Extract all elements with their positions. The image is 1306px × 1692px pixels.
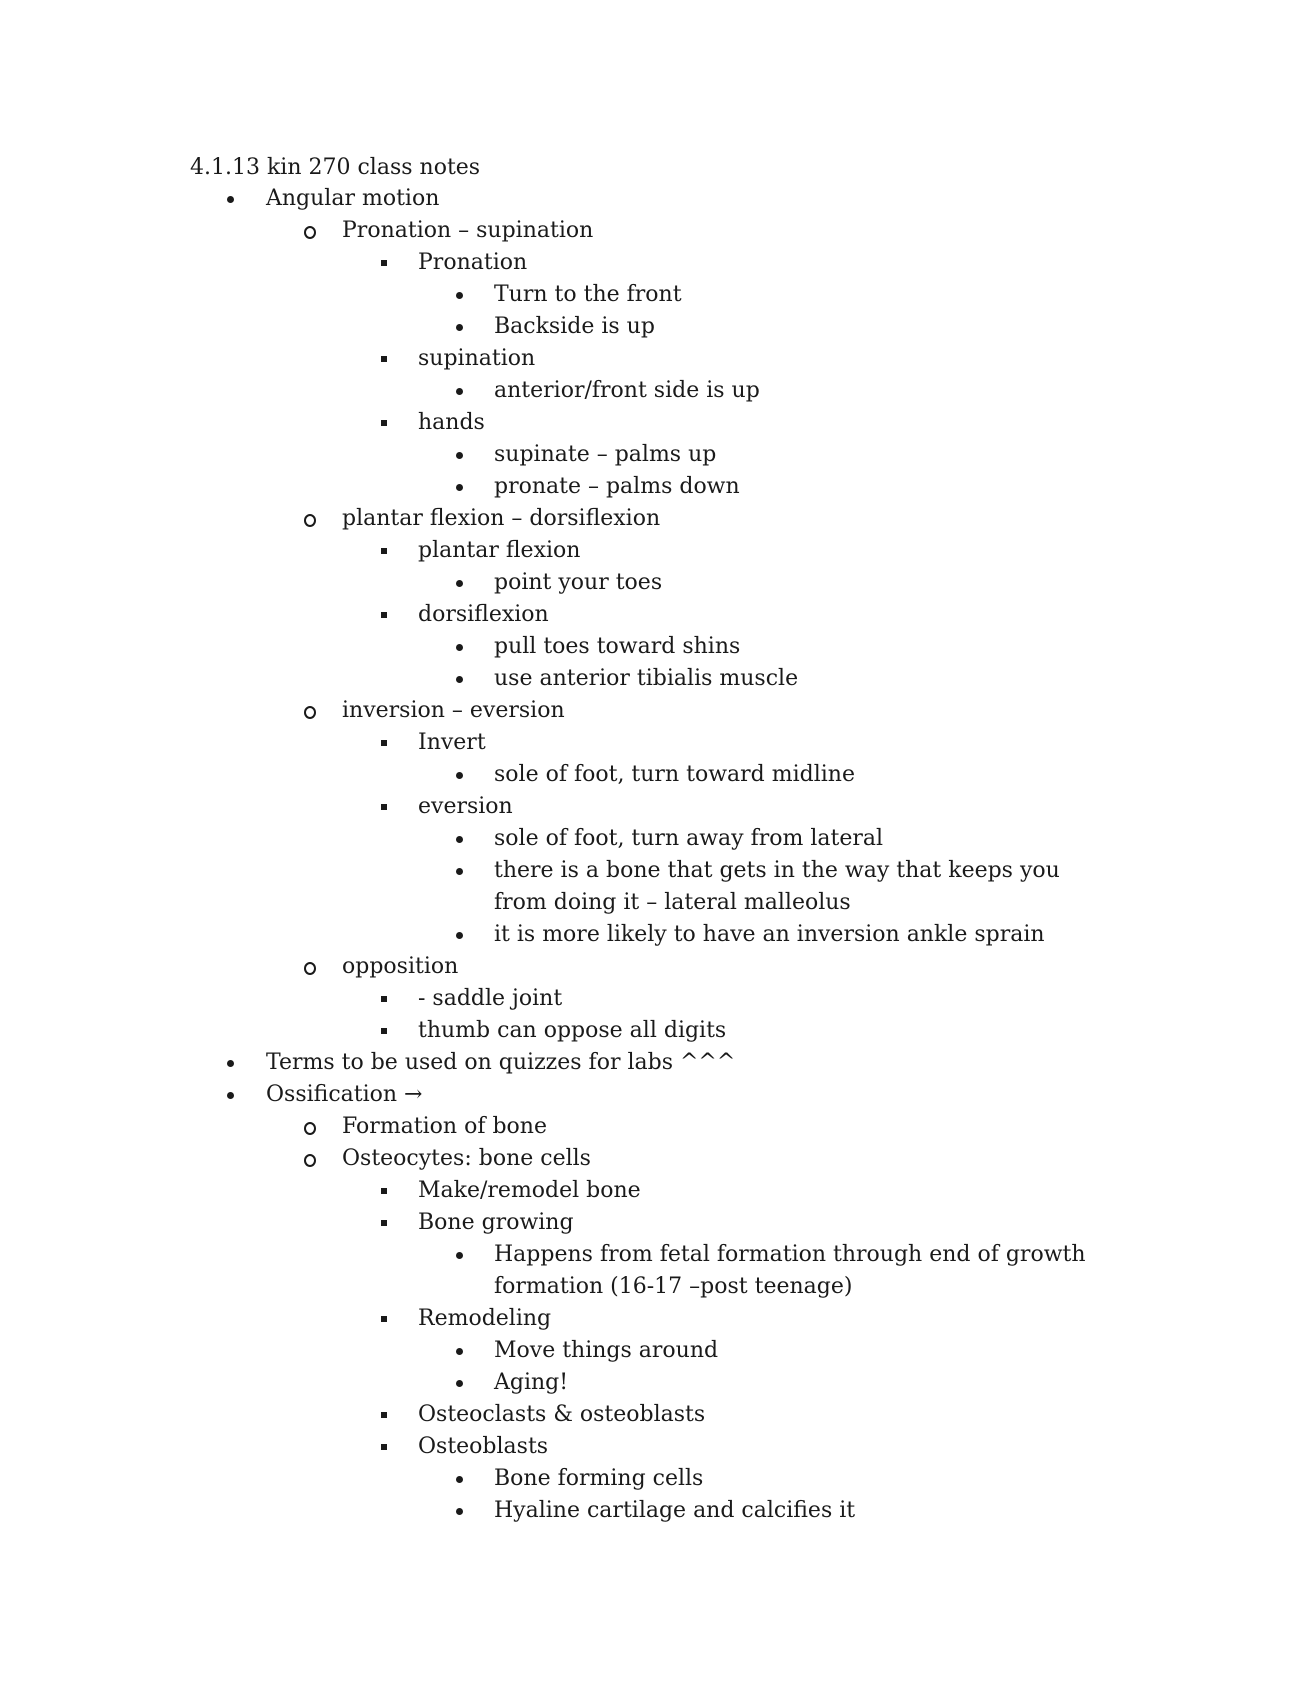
outline-item-level-4	[0, 759, 1306, 791]
outline-item-level-3	[0, 535, 1306, 567]
outline-item-level-2	[0, 1143, 1306, 1175]
outline-item-text: Bone forming cells	[494, 1466, 704, 1491]
outline-item-text: use anterior tibialis muscle	[494, 666, 799, 691]
outline-item-level-4	[0, 855, 1306, 919]
outline-item-text: point your toes	[494, 570, 663, 595]
outline-item-text: Happens from fetal formation through end of growth formation (16-17 –post teenage)	[494, 1242, 1086, 1299]
outline-item-level-3	[0, 727, 1306, 759]
outline-item-text: Invert	[418, 730, 486, 755]
notes-outline	[0, 183, 1306, 1527]
outline-item-level-1	[0, 183, 1306, 215]
document-title: 4.1.13 kin 270 class notes	[190, 155, 481, 180]
outline-item-level-4	[0, 631, 1306, 663]
outline-item-level-3	[0, 247, 1306, 279]
outline-item-text: sole of foot, turn away from lateral	[494, 826, 884, 851]
outline-item-text: Angular motion	[266, 186, 440, 211]
outline-item-level-3	[0, 1015, 1306, 1047]
outline-item-level-3	[0, 599, 1306, 631]
outline-item-text: Turn to the front	[494, 282, 682, 307]
outline-item-text: plantar flexion – dorsiflexion	[342, 506, 661, 531]
outline-item-text: it is more likely to have an inversion ankle sprain	[494, 922, 1045, 947]
outline-item-text: plantar flexion	[418, 538, 581, 563]
outline-item-text: dorsiflexion	[418, 602, 549, 627]
outline-item-text: sole of foot, turn toward midline	[494, 762, 855, 787]
outline-item-text: thumb can oppose all digits	[418, 1018, 727, 1043]
outline-item-level-4	[0, 439, 1306, 471]
outline-item-text: Osteocytes: bone cells	[342, 1146, 591, 1171]
outline-item-level-4	[0, 1367, 1306, 1399]
outline-item-level-3	[0, 1399, 1306, 1431]
outline-item-text: Terms to be used on quizzes for labs ^^^	[266, 1050, 736, 1075]
outline-item-level-2	[0, 1111, 1306, 1143]
outline-item-text: Move things around	[494, 1338, 719, 1363]
outline-item-text: hands	[418, 410, 485, 435]
outline-item-level-4	[0, 1335, 1306, 1367]
outline-item-text: Hyaline cartilage and calcifies it	[494, 1498, 856, 1523]
outline-item-text: - saddle joint	[418, 986, 563, 1011]
outline-item-text: supinate – palms up	[494, 442, 717, 467]
outline-item-level-4	[0, 919, 1306, 951]
outline-item-level-4	[0, 823, 1306, 855]
outline-item-level-3	[0, 1175, 1306, 1207]
outline-item-level-3	[0, 1431, 1306, 1463]
outline-item-level-4	[0, 279, 1306, 311]
outline-item-level-4	[0, 375, 1306, 407]
outline-item-level-2	[0, 951, 1306, 983]
outline-item-level-2	[0, 503, 1306, 535]
outline-item-text: Aging!	[494, 1370, 569, 1395]
outline-item-level-3	[0, 1207, 1306, 1239]
outline-item-level-4	[0, 1495, 1306, 1527]
outline-item-text: Make/remodel bone	[418, 1178, 641, 1203]
outline-item-text: anterior/front side is up	[494, 378, 760, 403]
outline-item-level-4	[0, 663, 1306, 695]
outline-item-level-3	[0, 983, 1306, 1015]
outline-item-level-4	[0, 567, 1306, 599]
outline-item-text: supination	[418, 346, 536, 371]
outline-item-text: Formation of bone	[342, 1114, 547, 1139]
outline-item-level-3	[0, 791, 1306, 823]
outline-item-level-4	[0, 1463, 1306, 1495]
outline-item-text: Pronation – supination	[342, 218, 594, 243]
outline-item-text: eversion	[418, 794, 513, 819]
outline-item-text: pull toes toward shins	[494, 634, 741, 659]
outline-item-text: Ossification →	[266, 1082, 423, 1107]
outline-item-level-2	[0, 215, 1306, 247]
outline-item-level-4	[0, 311, 1306, 343]
outline-item-text: Backside is up	[494, 314, 655, 339]
outline-item-text: opposition	[342, 954, 459, 979]
outline-item-text: Pronation	[418, 250, 528, 275]
outline-item-text: Osteoblasts	[418, 1434, 549, 1459]
outline-item-level-3	[0, 1303, 1306, 1335]
outline-item-text: Bone growing	[418, 1210, 574, 1235]
outline-item-level-3	[0, 343, 1306, 375]
outline-item-level-1	[0, 1047, 1306, 1079]
outline-item-level-4	[0, 1239, 1306, 1303]
outline-item-text: Osteoclasts & osteoblasts	[418, 1402, 706, 1427]
outline-item-level-4	[0, 471, 1306, 503]
outline-item-level-1	[0, 1079, 1306, 1111]
outline-item-text: Remodeling	[418, 1306, 552, 1331]
outline-item-text: pronate – palms down	[494, 474, 740, 499]
outline-item-text: inversion – eversion	[342, 698, 565, 723]
outline-item-level-2	[0, 695, 1306, 727]
outline-item-level-3	[0, 407, 1306, 439]
outline-item-text: there is a bone that gets in the way that keeps you from doing it – lateral malleolus	[494, 858, 1060, 915]
